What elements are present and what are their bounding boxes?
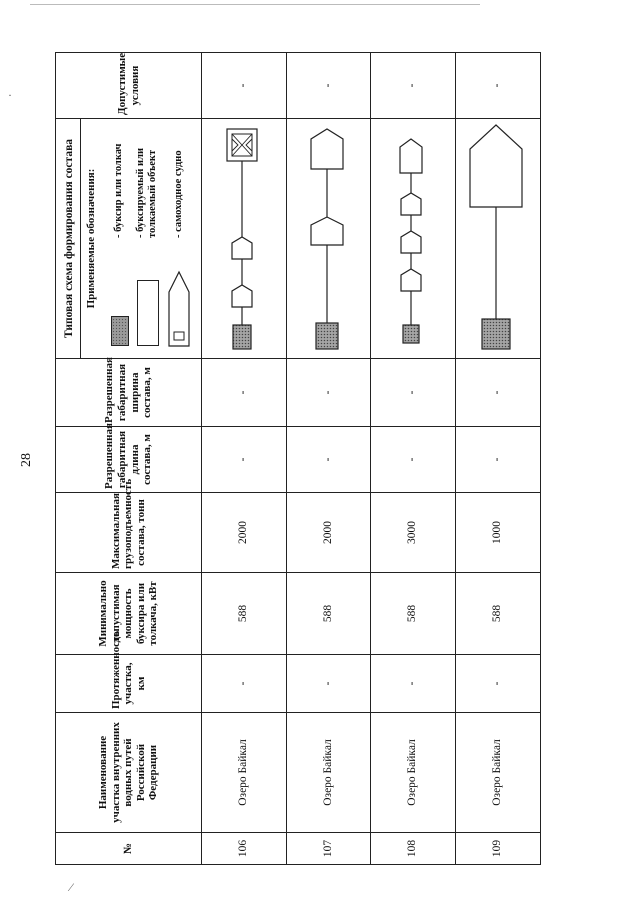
row-allowed-length: -	[371, 427, 456, 493]
row-name: Озеро Байкал	[286, 713, 371, 833]
row-allowed-width: -	[286, 359, 371, 427]
row-capacity: 1000	[455, 493, 540, 573]
row-num: 108	[371, 833, 456, 865]
row-scheme	[202, 119, 287, 359]
header-conditions: Допустимые условия	[56, 53, 202, 119]
scan-dot: ·	[8, 88, 12, 102]
row-scheme	[455, 119, 540, 359]
page-number: 28	[19, 453, 34, 467]
row-length: -	[371, 655, 456, 713]
scan-tick: ⁄	[70, 880, 73, 894]
row-power: 588	[286, 573, 371, 655]
legend-towed: - буксируемый или толкаемый объект	[134, 147, 158, 238]
convoy-table	[55, 52, 541, 865]
header-power: Минимально допустимая мощность буксира или толкача, кВт	[56, 573, 202, 655]
row-scheme	[286, 119, 371, 359]
header-allowed-length: Разрешенная габаритная длина состава, м	[56, 427, 202, 493]
row-allowed-width: -	[371, 359, 456, 427]
header-scheme	[56, 119, 202, 359]
row-capacity: 3000	[371, 493, 456, 573]
row-num: 107	[286, 833, 371, 865]
table-row	[202, 53, 287, 865]
legend-tug: - буксир или толкач	[112, 143, 124, 238]
legend-self-propelled: - самоходное судно	[172, 150, 184, 238]
row-num: 109	[455, 833, 540, 865]
header-allowed-width: Разрешенная габаритная ширина состава, м	[56, 359, 202, 427]
scheme-diagram-109	[456, 120, 536, 358]
row-conditions: -	[202, 53, 287, 119]
row-allowed-length: -	[202, 427, 287, 493]
header-name: Наименование участка внутренних водных путей Российской Федерации	[56, 713, 202, 833]
row-allowed-length: -	[286, 427, 371, 493]
header-length: Протяженность участка, км	[56, 655, 202, 713]
row-power: 588	[455, 573, 540, 655]
rotated-table-wrapper	[55, 53, 525, 865]
row-scheme	[371, 119, 456, 359]
legend-tug-symbol	[111, 316, 129, 346]
table-row	[371, 53, 456, 865]
scheme-legend	[81, 119, 197, 358]
row-name: Озеро Байкал	[202, 713, 287, 833]
row-allowed-width: -	[455, 359, 540, 427]
row-length: -	[286, 655, 371, 713]
row-capacity: 2000	[286, 493, 371, 573]
table-row	[455, 53, 540, 865]
row-allowed-length: -	[455, 427, 540, 493]
scheme-diagram-106	[202, 120, 282, 358]
row-conditions: -	[286, 53, 371, 119]
header-scheme-title: Типовая схема формирования состава	[60, 119, 80, 358]
row-conditions: -	[371, 53, 456, 119]
table-row	[286, 53, 371, 865]
header-row	[56, 53, 202, 865]
row-name: Озеро Байкал	[371, 713, 456, 833]
row-length: -	[455, 655, 540, 713]
scheme-diagram-108	[371, 120, 451, 358]
row-power: 588	[371, 573, 456, 655]
row-allowed-width: -	[202, 359, 287, 427]
scheme-diagram-107	[287, 120, 367, 358]
row-num: 106	[202, 833, 287, 865]
row-name: Озеро Байкал	[455, 713, 540, 833]
row-conditions: -	[455, 53, 540, 119]
row-capacity: 2000	[202, 493, 287, 573]
row-power: 588	[202, 573, 287, 655]
header-capacity: Максимальная грузоподъемность состава, тонн	[56, 493, 202, 573]
legend-title: Применяемые обозначения:	[84, 168, 97, 309]
legend-self-propelled-symbol	[165, 268, 193, 348]
top-rule	[30, 4, 480, 5]
header-num: №	[56, 833, 202, 865]
row-length: -	[202, 655, 287, 713]
legend-towed-symbol	[137, 280, 159, 346]
